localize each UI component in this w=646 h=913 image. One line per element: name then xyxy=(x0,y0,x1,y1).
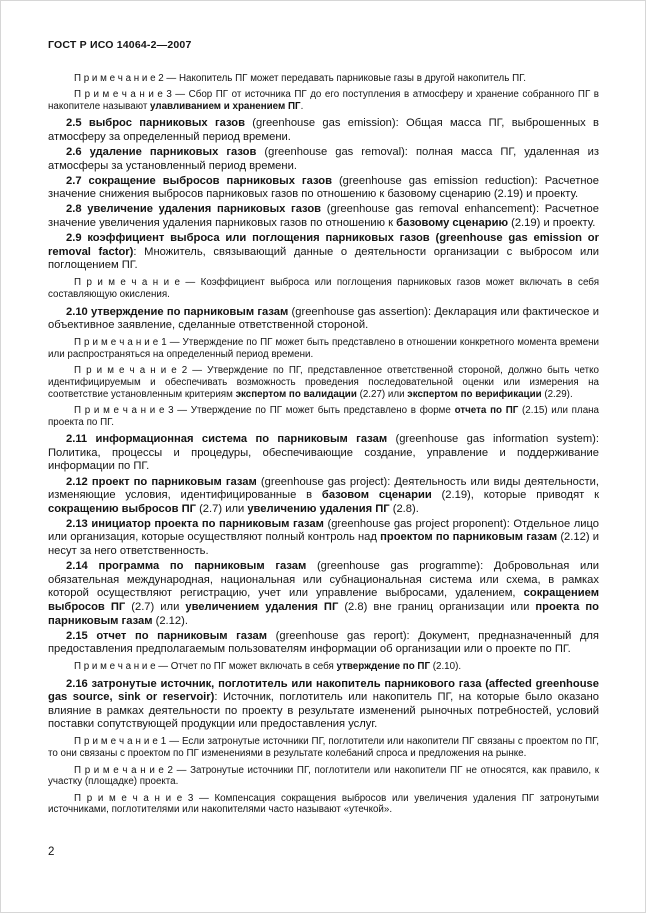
bold-text-run: базовому сценарию xyxy=(396,217,508,230)
text-run: П р и м е ч а н и е 3 — Утверждение по ПГ может быть представлено в форме xyxy=(74,405,455,417)
bold-text-run: сокращению выбросов ПГ xyxy=(48,502,196,515)
text-run: (2.19), которые приводят к xyxy=(431,489,599,502)
document-content xyxy=(48,73,599,816)
term-definition xyxy=(48,518,599,559)
bold-text-run: 2.11 информационная система по парниковым газам xyxy=(66,433,388,446)
text-run: П р и м е ч а н и е 2 — Затронутые источники ПГ, поглотители или накопители ПГ не относятся, как правило, к участку (площадке) проекта. xyxy=(48,764,599,788)
term-definition xyxy=(48,117,599,144)
note-paragraph xyxy=(48,365,599,400)
bold-text-run: экспертом по верификации xyxy=(407,388,542,400)
bold-text-run: проекта по парниковым газам xyxy=(48,600,599,627)
text-run: (2.27) или xyxy=(356,388,408,400)
bold-text-run: 2.10 утверждение по парниковым газам xyxy=(66,305,289,318)
bold-text-run: 2.12 проект по парниковым газам xyxy=(66,475,257,488)
text-run: : Множитель, связывающий данные о деятельности организации с выбросом или поглощением ПГ. xyxy=(48,245,599,272)
note-paragraph xyxy=(48,73,599,85)
text-run: (greenhouse gas removal): полная масса ПГ, удаленная из атмосферы за установленный период времени. xyxy=(48,146,599,172)
text-run: П р и м е ч а н и е 1 — Если затронутые источники ПГ, поглотители или накопители ПГ связаны с проектом по ПГ, то они связаны с проектом по ПГ изменениями в результате колебаний спроса и предложения на рынке. xyxy=(48,736,599,760)
bold-text-run: отчета по ПГ xyxy=(454,405,519,417)
text-run: (greenhouse gas assertion): Декларация или фактическое и объективное заявление, сделанные ответственной стороной. xyxy=(48,305,599,332)
text-run: : Источник, поглотитель или накопитель ПГ, на которые было оказано влияние в рамках деятельности по проекту в результате изменений рыночных потребностей, условий поставки сопутствующей продукции или предоставления услуг. xyxy=(48,691,599,731)
note-paragraph xyxy=(48,337,599,361)
term-definition xyxy=(48,146,599,173)
note-paragraph xyxy=(48,89,599,113)
text-run: (2.10). xyxy=(430,661,462,673)
bold-text-run: улавливанием и хранением ПГ xyxy=(150,101,301,113)
bold-text-run: 2.15 отчет по парниковым газам xyxy=(66,629,268,642)
term-definition xyxy=(48,560,599,628)
note-paragraph xyxy=(48,405,599,429)
term-definition xyxy=(48,630,599,657)
bold-text-run: 2.8 увеличение удаления парниковых газов xyxy=(66,203,322,216)
text-run: П р и м е ч а н и е 3 — Сбор ПГ от источника ПГ до его поступления в атмосферу и хранение собранного ПГ в накопителе называют xyxy=(48,89,599,113)
note-paragraph xyxy=(48,793,599,817)
page-number: 2 xyxy=(48,846,55,858)
bold-text-run: 2.13 инициатор проекта по парниковым газам xyxy=(66,517,324,530)
text-run: (2.7) или xyxy=(195,502,248,515)
text-run: (2.19) и проекту. xyxy=(508,217,596,230)
term-definition xyxy=(48,232,599,273)
bold-text-run: увеличению удаления ПГ xyxy=(247,502,390,515)
text-run: (2.29). xyxy=(541,388,573,400)
term-definition xyxy=(48,678,599,732)
text-run: (2.8) вне границ организации или xyxy=(338,600,536,613)
bold-text-run: базовом сценарии xyxy=(321,489,432,502)
text-run: (greenhouse gas project proponent): Отдельное лицо или организация, которые осуществляют полный контроль над xyxy=(48,517,599,544)
bold-text-run: 2.5 выброс парниковых газов xyxy=(66,117,245,130)
text-run: (2.7) или xyxy=(125,600,186,613)
bold-text-run: 2.14 программа по парниковым газам xyxy=(66,560,307,573)
term-definition xyxy=(48,306,599,333)
text-run: П р и м е ч а н и е — Коэффициент выброса или поглощения парниковых газов может включать в себя составляющую окисления. xyxy=(48,277,599,301)
text-run: П р и м е ч а н и е 1 — Утверждение по ПГ может быть представлено в отношении конкретного момента времени или распространяться на определенный период времени. xyxy=(48,337,599,360)
text-run: П р и м е ч а н и е 3 — Компенсация сокращения выбросов или увеличения удаления ПГ затронутыми источниками, поглотителями или накопителями часто называют «утечкой». xyxy=(48,792,599,816)
text-run: (greenhouse gas emission reduction): Расчетное значение снижения выбросов парниковых газов по отношению к базовому сценарию (2.19) и проекту. xyxy=(48,174,599,201)
text-run: (2.8). xyxy=(389,502,419,515)
text-run: (2.12) и несут за него ответственность. xyxy=(48,531,599,558)
text-run: (greenhouse gas project): Деятельность или виды деятельности, изменяющие условия, идентифицированные в xyxy=(48,475,599,502)
bold-text-run: 2.16 затронутые источник, поглотитель или накопитель парникового газа (affected greenhouse gas source, sink or reservoir) xyxy=(48,677,599,704)
text-run: (greenhouse gas emission): Общая масса ПГ, выброшенных в атмосферу за определенный период времени. xyxy=(48,117,599,143)
bold-text-run: сокращением выбросов ПГ xyxy=(48,587,599,613)
text-run: . xyxy=(300,101,304,113)
text-run: (greenhouse gas removal enhancement): Расчетное значение увеличения удаления парниковых газов по отношению к xyxy=(48,203,599,230)
text-run: (2.12). xyxy=(152,614,188,627)
text-run: (greenhouse gas programme): Добровольная или обязательная международная, национальная или субнациональная система или схема, в рамках которой осуществляют регистрацию, учет или управление выбросами, удалением, xyxy=(48,560,600,600)
text-run: (2.15) или плана проекта по ПГ. xyxy=(48,405,600,428)
note-paragraph xyxy=(48,765,599,789)
term-definition xyxy=(48,433,599,474)
bold-text-run: 2.7 сокращение выбросов парниковых газов xyxy=(66,174,332,187)
bold-text-run: утверждение по ПГ xyxy=(336,661,431,673)
bold-text-run: увеличением удаления ПГ xyxy=(185,600,339,613)
text-run: П р и м е ч а н и е — Отчет по ПГ может включать в себя xyxy=(74,661,337,673)
bold-text-run: 2.9 коэффициент выброса или поглощения парниковых газов (greenhouse gas emission or removal factor) xyxy=(48,232,599,258)
note-paragraph xyxy=(48,736,599,760)
text-run: (greenhouse gas report): Документ, предназначенный для предоставления предполагаемым пользователям информации об организации или о проекте по ПГ. xyxy=(48,629,599,656)
term-definition xyxy=(48,203,599,230)
text-run: П р и м е ч а н и е 2 — Накопитель ПГ может передавать парниковые газы в другой накопитель ПГ. xyxy=(74,73,526,84)
bold-text-run: проектом по парниковым газам xyxy=(380,531,558,544)
text-run: П р и м е ч а н и е 2 — Утверждение по ПГ, представленное ответственной стороной, должно быть четко идентифицируемым и обеспечивать возможность проведения последовательной оценки или измерения на соответствие установленным критериям xyxy=(48,365,599,400)
term-definition xyxy=(48,476,599,517)
term-definition xyxy=(48,175,599,202)
note-paragraph xyxy=(48,277,599,301)
note-paragraph xyxy=(48,661,599,673)
doc-number-header: ГОСТ Р ИСО 14064-2—2007 xyxy=(48,39,192,51)
bold-text-run: 2.6 удаление парниковых газов xyxy=(66,146,257,159)
text-run: (greenhouse gas information system): Политика, процессы и процедуры, обеспечивающие создание, управление и поддерживание информации по ПГ. xyxy=(48,433,599,473)
bold-text-run: экспертом по валидации xyxy=(235,388,357,400)
